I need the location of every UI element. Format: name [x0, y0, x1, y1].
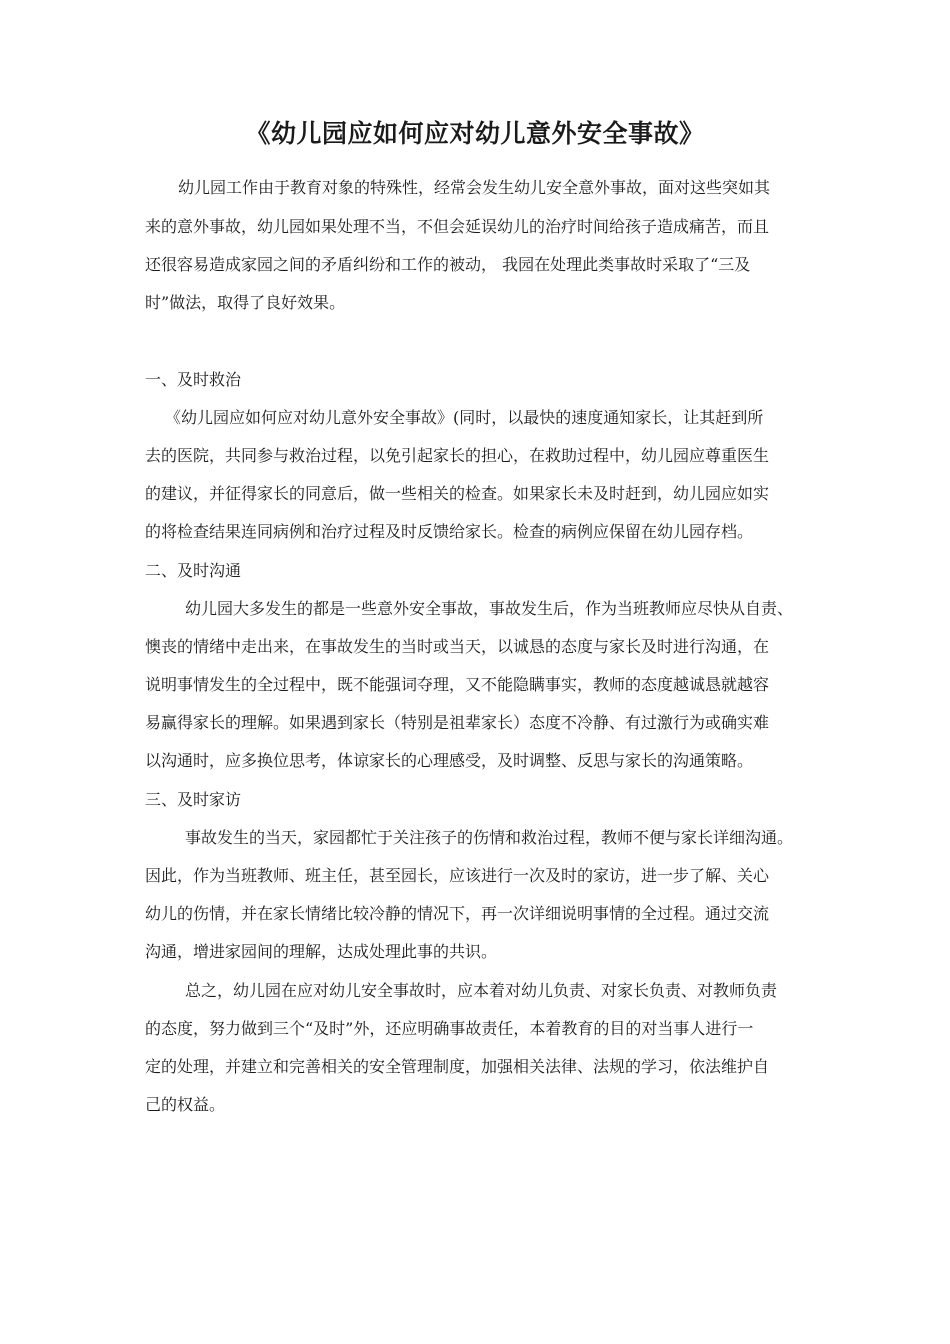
conclusion-line-2: 的态度，努力做到三个“及时”外，还应明确事故责任，本着教育的目的对当事人进行一: [145, 1019, 754, 1038]
section1-line-1: 《幼儿园应如何应对幼儿意外安全事故》(同时，以最快的速度通知家长，让其赶到所: [165, 408, 764, 427]
intro-line-4: 时”做法，取得了良好效果。: [145, 293, 346, 312]
document-title: 《幼儿园应如何应对幼儿意外安全事故》: [245, 119, 705, 148]
conclusion-line-1: 总之，幼儿园在应对幼儿安全事故时，应本着对幼儿负责、对家长负责、对教师负责: [185, 981, 778, 1000]
section2-line-5: 以沟通时，应多换位思考，体谅家长的心理感受，及时调整、反思与家长的沟通策略。: [145, 751, 754, 770]
intro-line-1: 幼儿园工作由于教育对象的特殊性，经常会发生幼儿安全意外事故，面对这些突如其: [178, 178, 771, 197]
intro-line-2: 来的意外事故，幼儿园如果处理不当，不但会延误幼儿的治疗时间给孩子造成痛苦，而且: [145, 217, 770, 236]
intro-line-3: 还很容易造成家园之间的矛盾纠纷和工作的被动， 我园在处理此类事故时采取了“三及: [145, 255, 751, 274]
section2-line-1: 幼儿园大多发生的都是一些意外安全事故，事故发生后，作为当班教师应尽快从自责、: [185, 599, 794, 618]
section3-line-3: 幼儿的伤情，并在家长情绪比较冷静的情况下，再一次详细说明事情的全过程。通过交流: [145, 904, 770, 923]
section2-line-3: 说明事情发生的全过程中，既不能强词夺理，又不能隐瞒事实，教师的态度越诚恳就越容: [145, 675, 770, 694]
section1-line-4: 的将检查结果连同病例和治疗过程及时反馈给家长。检查的病例应保留在幼儿园存档。: [145, 522, 754, 541]
section1-line-2: 去的医院，共同参与救治过程，以免引起家长的担心，在救助过程中，幼儿园应尊重医生: [145, 446, 770, 465]
section1-line-3: 的建议，并征得家长的同意后，做一些相关的检查。如果家长未及时赶到，幼儿园应如实: [145, 484, 770, 503]
section3-heading: 三、及时家访: [145, 790, 242, 809]
section2-heading: 二、及时沟通: [145, 561, 242, 580]
conclusion-line-4: 己的权益。: [145, 1095, 226, 1114]
conclusion-line-3: 定的处理，并建立和完善相关的安全管理制度，加强相关法律、法规的学习，依法维护自: [145, 1057, 770, 1076]
section3-line-2: 因此，作为当班教师、班主任，甚至园长，应该进行一次及时的家访，进一步了解、关心: [145, 866, 770, 885]
section3-line-1: 事故发生的当天，家园都忙于关注孩子的伤情和救治过程，教师不便与家长详细沟通。: [185, 828, 794, 847]
section2-line-2: 懊丧的情绪中走出来，在事故发生的当时或当天，以诚恳的态度与家长及时进行沟通，在: [145, 637, 770, 656]
section2-line-4: 易赢得家长的理解。如果遇到家长（特别是祖辈家长）态度不冷静、有过激行为或确实难: [145, 713, 770, 732]
section1-heading: 一、及时救治: [145, 370, 242, 389]
section3-line-4: 沟通，增进家园间的理解，达成处理此事的共识。: [145, 942, 498, 961]
